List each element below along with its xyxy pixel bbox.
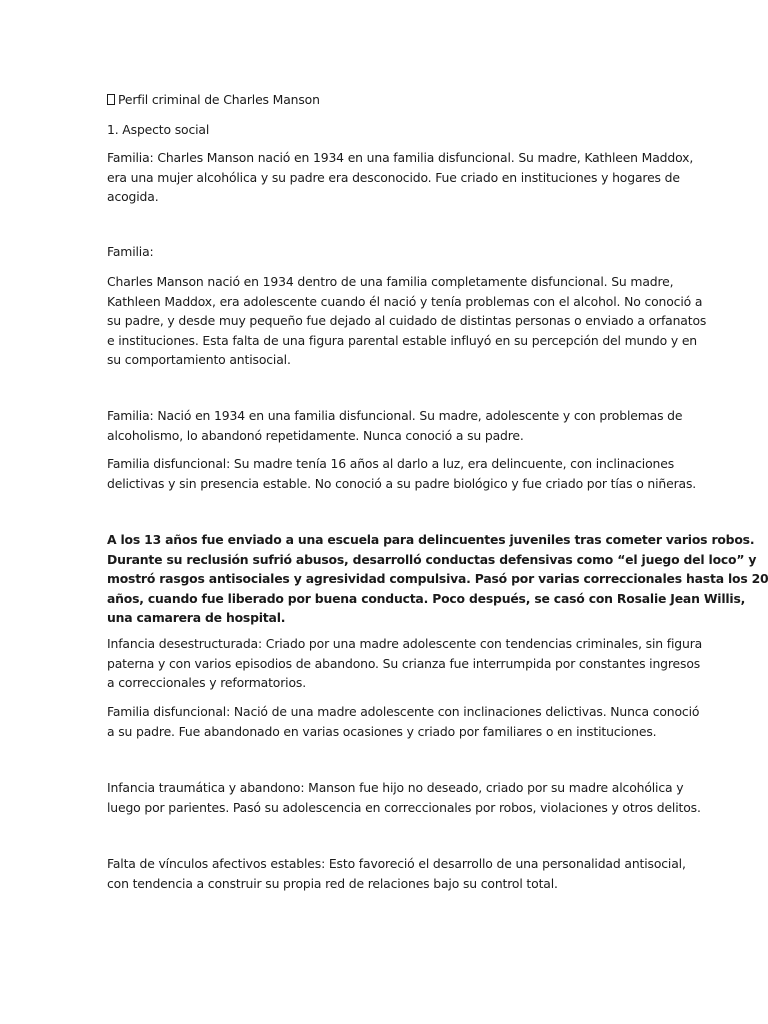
paragraph-line: delictivas y sin presencia estable. No conoció a su padre biológico y fue criado por tías o niñeras. — [107, 475, 697, 491]
paragraph-line: su padre, y desde muy pequeño fue dejado al cuidado de distintas personas o enviado a orfanatos — [107, 313, 707, 328]
paragraph-line: paterna y con varios episodios de abandono. Su crianza fue interrumpida por constantes ingresos — [107, 655, 701, 671]
missing-glyph-icon — [107, 94, 115, 105]
paragraph-line: Familia: Charles Manson nació en 1934 en una familia disfuncional. Su madre, Kathleen Maddox, — [107, 150, 694, 165]
paragraph-line: con tendencia a construir su propia red de relaciones bajo su control total. — [107, 875, 558, 891]
paragraph-line: e instituciones. Esta falta de una figura parental estable influyó en su percepción del mundo y en — [107, 332, 698, 348]
paragraph-line: Durante su reclusión sufrió abusos, desarrolló conductas defensivas como “el juego del loco” y — [107, 551, 757, 567]
paragraph-line: Familia: Nació en 1934 en una familia disfuncional. Su madre, adolescente y con problemas de — [107, 408, 683, 423]
paragraph-line: mostró rasgos antisociales y agresividad compulsiva. Pasó por varias correccionales hasta los 20 — [107, 571, 768, 586]
document-title — [107, 90, 667, 110]
paragraph-line: Falta de vínculos afectivos estables: Esto favoreció el desarrollo de una personalidad antisocial, — [107, 856, 686, 871]
paragraph-line: Familia disfuncional: Su madre tenía 16 años al darlo a luz, era delincuente, con inclinaciones — [107, 456, 674, 471]
section-heading: 1. Aspecto social — [107, 122, 210, 137]
paragraph-line: Infancia traumática y abandono: Manson fue hijo no deseado, criado por su madre alcohólica y — [107, 780, 684, 795]
paragraph-line: luego por parientes. Pasó su adolescencia en correccionales por robos, violaciones y otros delitos. — [107, 799, 701, 815]
document-title-text: Perfil criminal de Charles Manson — [118, 92, 320, 107]
paragraph-line: alcoholismo, lo abandonó repetidamente. Nunca conoció a su padre. — [107, 427, 524, 443]
paragraph-line: Kathleen Maddox, era adolescente cuando él nació y tenía problemas con el alcohol. No conoció a — [107, 293, 703, 309]
paragraph-line: una camarera de hospital. — [107, 610, 286, 625]
paragraph-line: Familia disfuncional: Nació de una madre adolescente con inclinaciones delictivas. Nunca conoció — [107, 704, 700, 719]
paragraph-line: su comportamiento antisocial. — [107, 352, 291, 367]
paragraph-line: años, cuando fue liberado por buena conducta. Poco después, se casó con Rosalie Jean Willis, — [107, 590, 746, 606]
paragraph-line: a correccionales y reformatorios. — [107, 675, 306, 690]
paragraph-line: Charles Manson nació en 1934 dentro de una familia completamente disfuncional. Su madre, — [107, 274, 674, 289]
paragraph-line: A los 13 años fue enviado a una escuela para delincuentes juveniles tras cometer varios robos. — [107, 532, 755, 547]
paragraph-line: Infancia desestructurada: Criado por una madre adolescente con tendencias criminales, sin figura — [107, 636, 703, 651]
paragraph-line: Familia: — [107, 244, 154, 259]
paragraph-line: a su padre. Fue abandonado en varias ocasiones y criado por familiares o en instituciones. — [107, 723, 657, 739]
paragraph-line: acogida. — [107, 189, 159, 204]
paragraph-line: era una mujer alcohólica y su padre era desconocido. Fue criado en instituciones y hogares de — [107, 169, 680, 185]
